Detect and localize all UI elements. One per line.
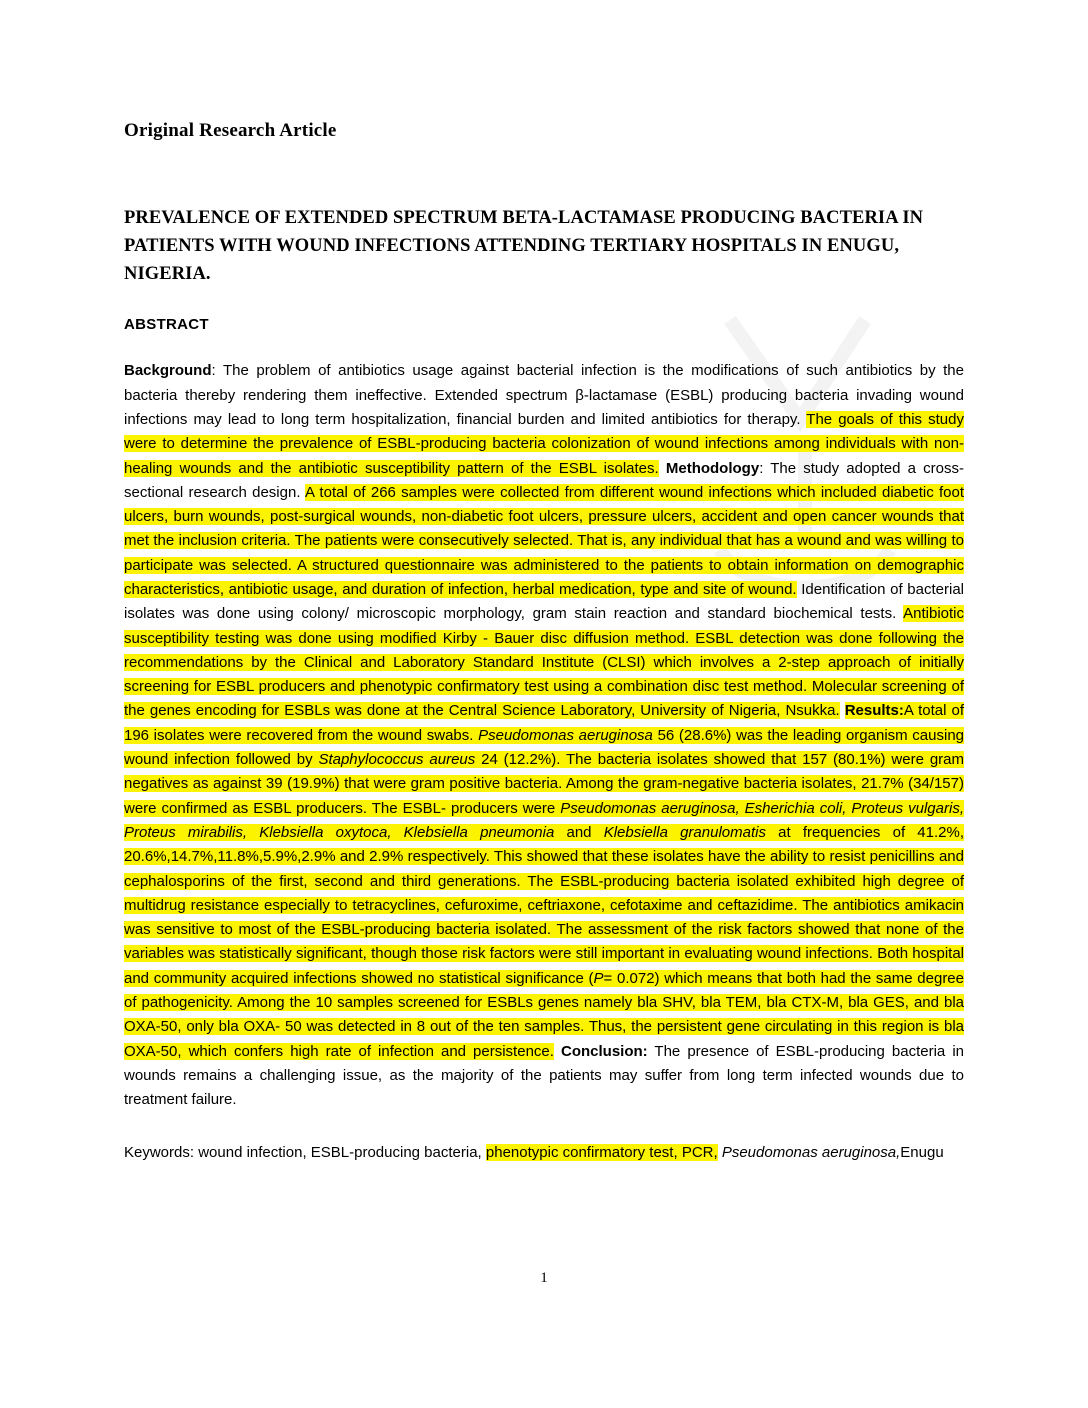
- results-italic-2: Staphylococcus aureus: [318, 751, 476, 769]
- keywords-italic: Pseudomonas aeruginosa,: [721, 1143, 901, 1161]
- keywords-plain-1: wound infection, ESBL-producing bacteria,: [198, 1143, 486, 1161]
- page-content: [124, 120, 964, 1165]
- keywords-label: Keywords:: [124, 1143, 199, 1161]
- keywords-plain-2: Enugu: [900, 1143, 944, 1161]
- results-text-6: = 0.072) which means that both had the same degree of pathogenicity. Among the 10 samples screened for ESBLs genes namely bla SHV, bla TEM, bla CTX-M, bla GES, and bla OXA-50, only bla OXA- 50 was detected in 8 out of the ten samples. Thus, the persistent gene circulating in this region is bla OXA-50, which confers high rate of infection and persistence.: [124, 969, 964, 1060]
- page-title: PREVALENCE OF EXTENDED SPECTRUM BETA-LACTAMASE PRODUCING BACTERIA IN PATIENTS WITH WOUND INFECTIONS ATTENDING TERTIARY HOSPITALS IN ENUGU, NIGERIA.: [124, 208, 924, 285]
- background-text: : The problem of antibiotics usage against bacterial infection is the modifications of such antibiotics by the bacteria thereby rendering them ineffective. Extended spectrum β-lactamase (ESBL) producing bacteria invading wound infections may lead to long term hospitalization, financial burden and limited antibiotics for therapy.: [124, 362, 964, 428]
- conclusion-label: Conclusion:: [560, 1042, 648, 1060]
- background-highlighted-text: The goals of this study were to determine the prevalence of ESBL-producing bacteria colonization of wound infections among individuals with non-healing wounds and the antibiotic susceptibility pattern of the ESBL isolates.: [124, 410, 964, 477]
- methodology-label: Methodology: [665, 459, 760, 477]
- results-text-5: at frequencies of 41.2%, 20.6%,14.7%,11.8%,5.9%,2.9% and 2.9% respectively. This showed that these isolates have the ability to resist penicillins and cephalosporins of the first, second and third generations. The ESBL-producing bacteria isolated exhibited high degree of multidrug resistance especially to tetracyclines, cefuroxime, ceftriaxone, cefotaxime and ceftazidime. The antibiotics amikacin was sensitive to most of the ESBL-producing bacteria isolated. The assessment of the risk factors showed that none of the variables was statistically significant, though those risk factors were still important in evaluating wound infections. Both hospital and community acquired infections showed no statistical significance (: [124, 823, 964, 987]
- abstract-body: [124, 359, 964, 1112]
- results-text-1: A total of 196 isolates were recovered from the wound swabs.: [124, 702, 965, 744]
- keywords-line: [124, 1141, 964, 1165]
- results-italic-4: Klebsiella granulomatis: [603, 823, 766, 841]
- results-text-4: and: [566, 823, 592, 841]
- results-italic-1: Pseudomonas aeruginosa: [478, 726, 653, 744]
- methodology-text-1: : The study adopted a cross-sectional research design.: [124, 459, 964, 501]
- methodology-text-2: Identification of bacterial isolates was done using colony/ microscopic morphology, gram stain reaction and standard biochemical tests.: [124, 581, 965, 623]
- page-number: 1: [540, 1270, 548, 1286]
- results-text-2: 56 (28.6%) was the leading organism causing wound infection followed by: [124, 726, 965, 769]
- results-text-3: 24 (12.2%). The bacteria isolates showed that 157 (80.1%) were gram negatives as against 39 (19.9%) that were gram positive bacteria. Among the gram-negative bacteria isolates, 21.7% (34/157) were confirmed as ESBL producers. The ESBL- producers were: [124, 751, 964, 817]
- conclusion-text: The presence of ESBL-producing bacteria in wounds remains a challenging issue, as the majority of the patients may suffer from long term infected wounds due to treatment failure.: [124, 1042, 965, 1109]
- article-type-label: Original Research Article: [124, 120, 337, 141]
- keywords-highlighted: phenotypic confirmatory test, PCR,: [485, 1143, 718, 1161]
- results-label: Results:: [844, 702, 904, 720]
- background-label: Background: [124, 362, 212, 380]
- methodology-highlighted-text-1: A total of 266 samples were collected from different wound infections which included diabetic foot ulcers, burn wounds, post-surgical wounds, non-diabetic foot ulcers, pressure ulcers, accident and open cancer wounds that met the inclusion criteria. The patients were consecutively selected. That is, any individual that has a wound and was willing to participate was selected. A structured questionnaire was administered to the patients to obtain information on demographic characteristics, antibiotic usage, and duration of infection, herbal medication, type and site of wound.: [124, 483, 965, 598]
- results-italic-5: P: [593, 969, 604, 987]
- results-italic-3: Pseudomonas aeruginosa, Esherichia coli, Proteus vulgaris, Proteus mirabilis, Klebsiella oxytoca, Klebsiella pneumonia: [124, 799, 964, 841]
- methodology-highlighted-text-2: Antibiotic susceptibility testing was done using modified Kirby - Bauer disc diffusion method. ESBL detection was done following the recommendations by the Clinical and Laboratory Standard Institute (CLSI) which involves a 2-step approach of initially screening for ESBL producers and phenotypic confirmatory test using a combination disc test method. Molecular screening of the genes encoding for ESBLs was done at the Central Science Laboratory, University of Nigeria, Nsukka.: [124, 605, 964, 720]
- abstract-heading: ABSTRACT: [124, 316, 209, 334]
